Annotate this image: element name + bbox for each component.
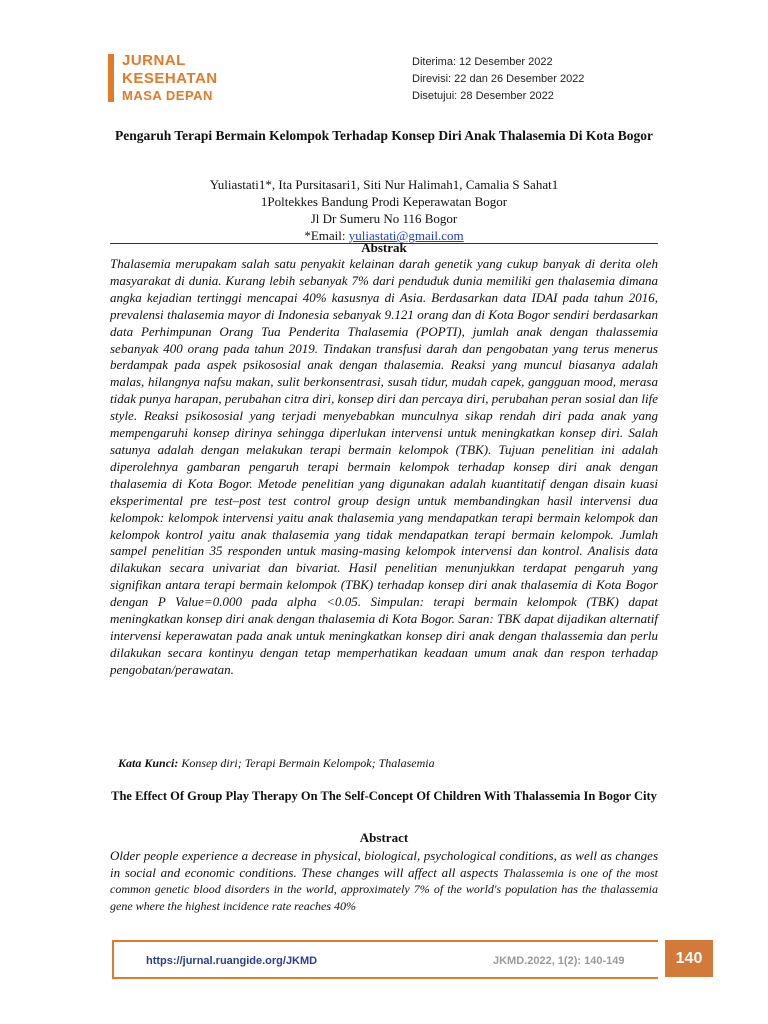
author-address: Jl Dr Sumeru No 116 Bogor [310,211,458,226]
english-abstract-line1: Older people experience a decrease in physical, biological, psychological conditions, as well as changes in social and economic conditions. These changes will affect all aspects [110,848,658,880]
logo-bar [108,54,114,102]
submission-dates [412,54,584,105]
logo-line-1: JURNAL [122,52,186,69]
english-abstract-heading: Abstract [359,830,409,845]
footer-top-rule [112,940,658,942]
date-accepted: Disetujui: 28 Desember 2022 [412,90,554,102]
author-names: Yuliastati1*, Ita Pursitasari1, Siti Nur Halimah1, Camalia S Sahat1 [209,177,559,192]
keywords-text: Konsep diri; Terapi Bermain Kelompok; Thalasemia [181,756,435,770]
page-number: 140 [665,940,713,977]
footer-journal-url[interactable]: https://jurnal.ruangide.org/JKMD [146,955,318,967]
abstract-heading: Abstrak [361,240,407,255]
author-block [110,176,658,244]
footer-citation: JKMD.2022, 1(2): 140-149 [493,955,625,967]
english-title: The Effect Of Group Play Therapy On The Self-Concept Of Children With Thalassemia In Bogor City [111,789,657,803]
email-label: *Email: [304,228,346,243]
keywords [118,756,435,771]
logo-line-3: MASA DEPAN [122,88,213,103]
english-abstract-line2: Thalassemia is one of the most common genetic blood disorders in the world, approximately 7% of the world's population has the thalassemia gene where the highest incidence rate reaches 40% [110,865,659,913]
logo-line-2: KESEHATAN [122,70,218,87]
date-received: Diterima: 12 Desember 2022 [412,56,553,68]
footer-left-rule [112,940,114,977]
footer-bottom-rule [112,977,658,979]
abstract-text: Thalasemia merupakam salah satu penyakit kelainan darah genetik yang cukup banyak di derita oleh masyarakat di dunia. Kurang lebih sebanyak 7% dari penduduk dunia memiliki gen thalasemia dimana angka kejadian tertinggi mencapai 40% kasusnya di Asia. Berdasarkan data IDAI pada tahun 2016, prevalensi thalasemia mayor di Indonesia sebanyak 9.121 orang dan di Kota Bogor sendiri berdasarkan data Perhimpunan Orang Tua Penderita Thalasemia (POPTI), jumlah anak dengan thalassemia sebanyak 400 orang pada tahun 2019. Tindakan transfusi darah dan pengobatan yang terus menerus berdampak pada aspek psikososial anak dengan thalasemia. Reaksi yang muncul biasanya adalah malas, hilangnya nafsu makan, sulit berkonsentrasi, susah tidur, mudah capek, gangguan mood, merasa tidak punya harapan, perubahan citra diri, konsep diri dan percaya diri, perubahan peran sosial dan life style. Reaksi psikososial yang terjadi menyebabkan munculnya sikap rendah diri pada anak yang mempengaruhi konsep dirinya sehingga diperlukan intervensi untuk meningkatkan konsep diri. Salah satunya adalah dengan melakukan terapi bermain kelompok (TBK). Tujuan penelitian ini adalah diperolehnya gambaran pengaruh terapi bermain kelompok terhadap konsep diri anak dengan thalasemia di Kota Bogor. Metode penelitian yang digunakan adalah kuantitatif dengan disain kuasi eksperimental pre test–post test control group design untuk membandingkan hasil intervensi dua kelompok: kelompok intervensi yaitu anak thalasemia yang mendapatkan terapi bermain kelompok dan kelompok kontrol yaitu anak thalasemia yang tidak mendapatkan terapi bermain kelompok. Jumlah sampel penelitian 35 responden untuk masing-masing kelompok intervensi dan kontrol. Analisis data dilakukan secara univariat dan bivariat. Hasil penelitian menunjukkan terdapat pengaruh yang signifikan antara terapi bermain kelompok (TBK) terhadap konsep diri anak thalasemia di Kota Bogor dengan P Value=0.000 pada alpha <0.05. Simpulan: terapi bermain kelompok (TBK) dapat meningkatkan konsep diri anak dengan thalasemia di Kota Bogor. Saran: TBK dapat dijadikan alternatif intervensi keperawatan pada anak untuk meningkatkan konsep diri anak dengan thalassemia dan perlu dilakukan secara kontinyu dengan tetap memperhatikan keadaan umum anak dan respon terhadap pengobatan/perawatan. [110,256,658,677]
author-affiliation: 1Poltekkes Bandung Prodi Keperawatan Bogor [260,194,508,209]
journal-logo [108,50,258,110]
keywords-label: Kata Kunci: [118,756,179,770]
email-link[interactable]: yuliastati@gmail.com [348,228,464,243]
paper-title: Pengaruh Terapi Bermain Kelompok Terhadap Konsep Diri Anak Thalasemia Di Kota Bogor [115,128,653,143]
date-revised: Direvisi: 22 dan 26 Desember 2022 [412,73,585,85]
english-abstract-text [110,848,658,914]
